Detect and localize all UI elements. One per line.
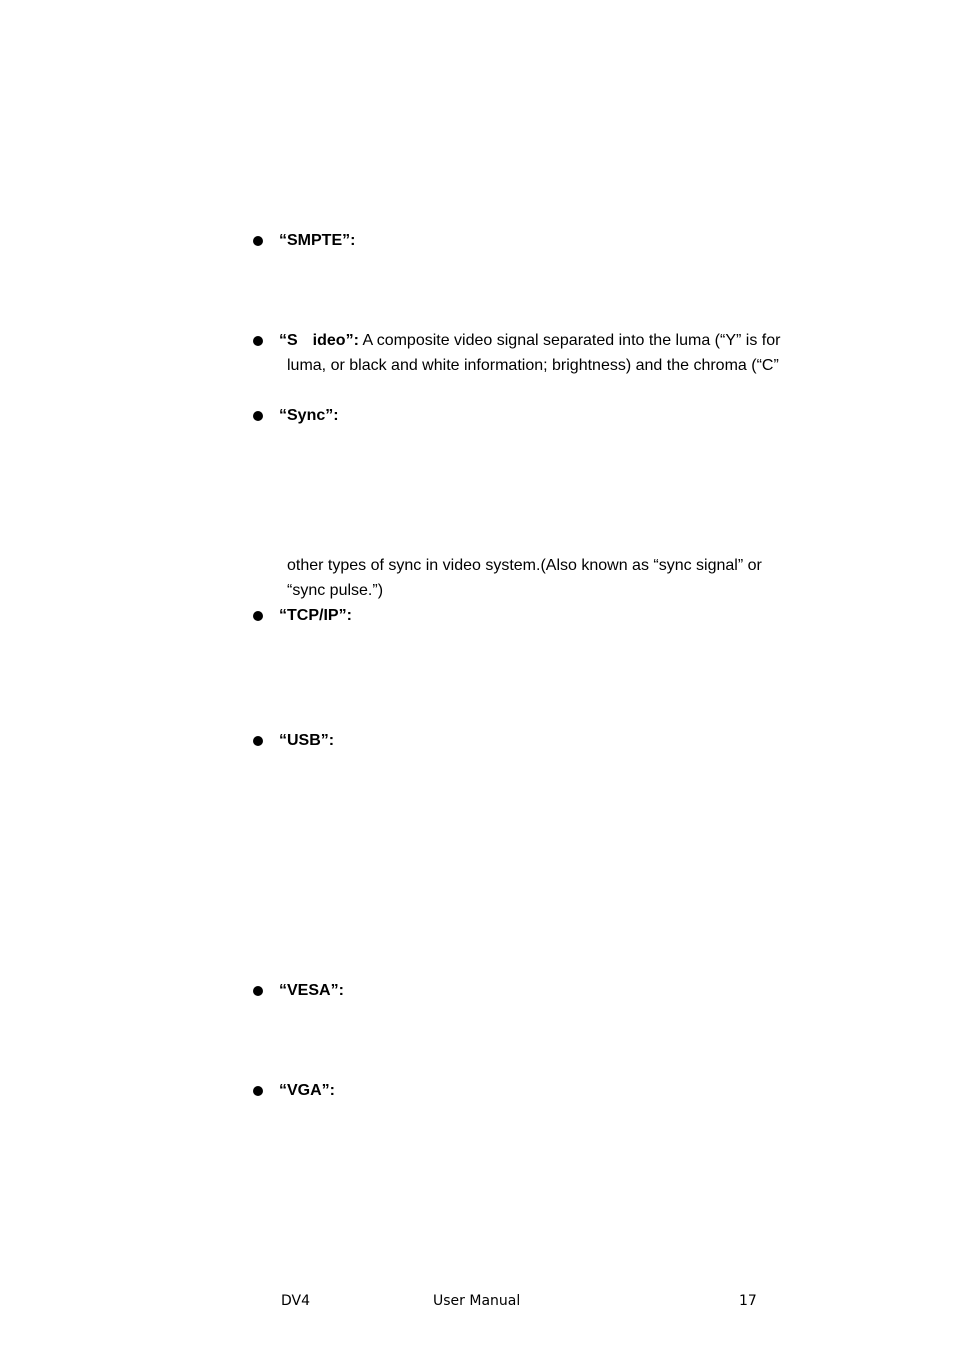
bullet-icon [253,611,263,621]
page-number: 17 [739,1293,757,1309]
footer-model: DV4 [281,1293,311,1309]
bullet-icon [253,736,263,746]
term-vesa: “VESA”: [279,982,344,999]
term-svideo-part-2: ideo”: [312,332,359,349]
term-tcpip: “TCP/IP”: [279,607,352,624]
bullet-icon [253,411,263,421]
entry-svideo-line-1 [279,331,780,351]
term-usb: “USB”: [279,732,335,749]
term-vga: “VGA”: [279,1082,335,1099]
bullet-icon [253,986,263,996]
term-sync: “Sync”: [279,407,339,424]
term-svideo-part-1: “S [279,332,298,349]
footer-title: User Manual [433,1293,521,1309]
bullet-icon [253,1086,263,1096]
definition-svideo-line-2: luma, or black and white information; brightness) and the chroma (“C” [287,357,779,374]
definition-svideo-line-1: A composite video signal separated into the luma (“Y” is for [358,332,781,349]
definition-sync-line-a: other types of sync in video system.(Also known as “sync signal” or [287,557,762,574]
bullet-icon [253,236,263,246]
definition-sync-line-b: “sync pulse.”) [287,582,384,599]
term-smpte: “SMPTE”: [279,232,356,249]
bullet-icon [253,336,263,346]
